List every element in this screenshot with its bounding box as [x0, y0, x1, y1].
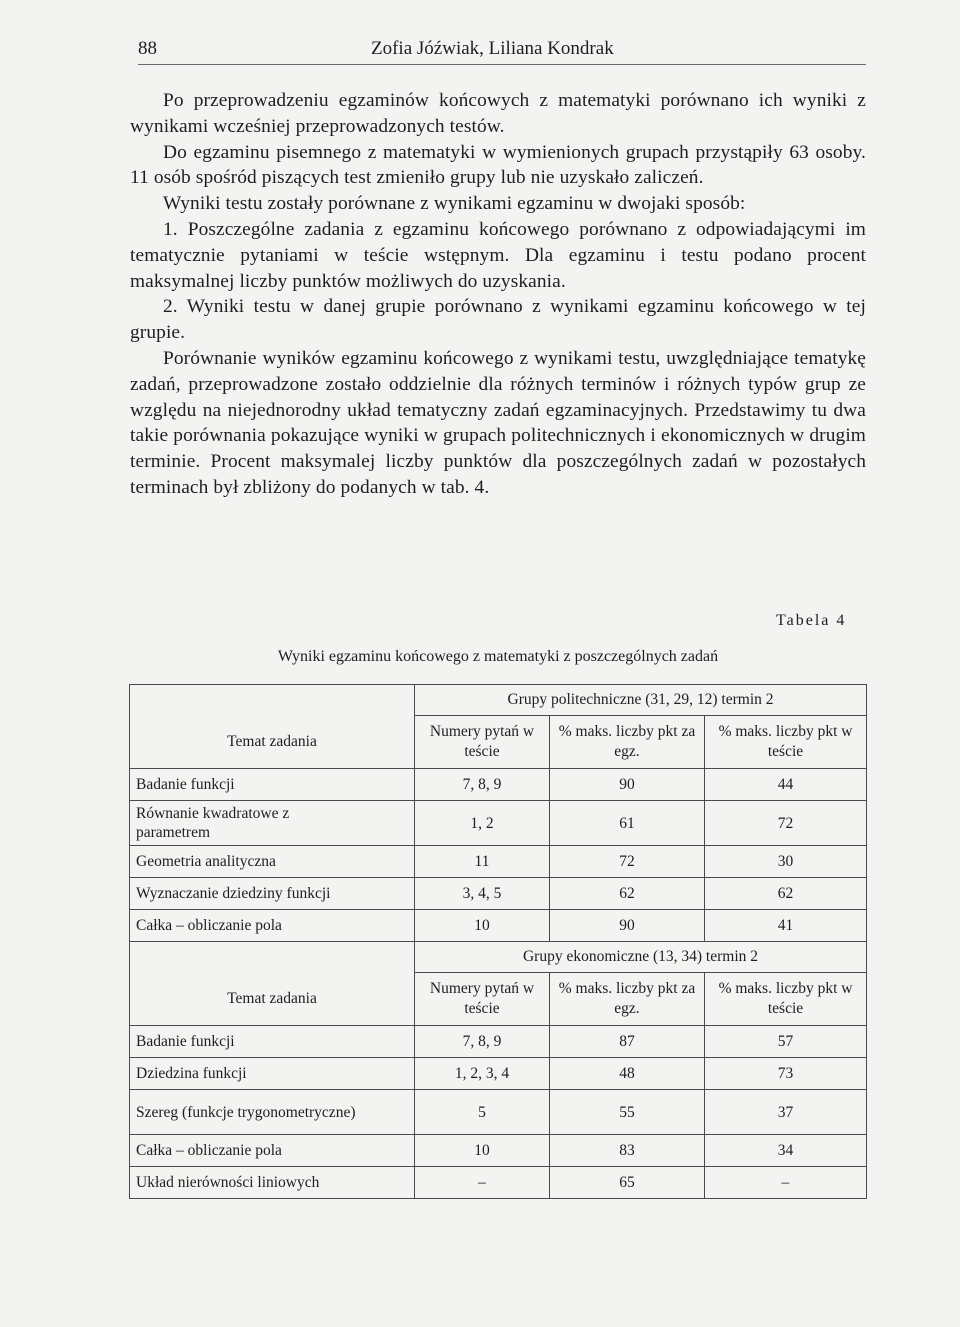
column-header-questions: Numery pytań w teście: [415, 716, 550, 769]
column-header-topic: Temat zadania: [130, 973, 415, 1026]
group-name: Grupy politechniczne (31, 29, 12) termin 2: [415, 685, 867, 716]
table-label: Tabela 4: [776, 612, 847, 629]
column-header-row: [130, 973, 867, 1026]
cell-questions: 7, 8, 9: [415, 769, 550, 801]
cell-questions: 1, 2: [415, 801, 550, 846]
cell-exam: 90: [550, 769, 705, 801]
table-row: [130, 910, 867, 942]
cell-topic: Układ nierówności liniowych: [130, 1167, 415, 1199]
table-row: [130, 1058, 867, 1090]
cell-exam: 83: [550, 1135, 705, 1167]
cell-questions: 11: [415, 846, 550, 878]
cell-test: 34: [705, 1135, 867, 1167]
table-title: Wyniki egzaminu końcowego z matematyki z poszczególnych zadań: [277, 648, 719, 665]
cell-test: 72: [705, 801, 867, 846]
cell-questions: 10: [415, 910, 550, 942]
paragraph: Do egzaminu pisemnego z matematyki w wymienionych grupach przystąpiły 63 osoby. 11 osób spośród piszących test zmieniło grupy lub nie uzyskało zaliczeń.: [130, 141, 866, 189]
column-header-questions: Numery pytań w teście: [415, 973, 550, 1026]
cell-test: 44: [705, 769, 867, 801]
table-row: [130, 1167, 867, 1199]
column-header-exam-pct: % maks. liczby pkt za egz.: [550, 973, 705, 1026]
column-header-exam-pct: % maks. liczby pkt za egz.: [550, 716, 705, 769]
cell-exam: 55: [550, 1090, 705, 1135]
cell-questions: 5: [415, 1090, 550, 1135]
cell-topic: Szereg (funkcje trygonometryczne): [130, 1090, 415, 1135]
table-row: [130, 1090, 867, 1135]
table-row: [130, 769, 867, 801]
cell-test: 41: [705, 910, 867, 942]
cell-test: 62: [705, 878, 867, 910]
cell-topic: Badanie funkcji: [130, 769, 415, 801]
body-text: [130, 88, 866, 501]
paragraph: 2. Wyniki testu w danej grupie porównano z wynikami egzaminu końcowego w tej grupie.: [130, 296, 866, 344]
cell-exam: 61: [550, 801, 705, 846]
cell-test: 30: [705, 846, 867, 878]
cell-topic: Całka – obliczanie pola: [130, 910, 415, 942]
running-header-authors: Zofia Jóźwiak, Liliana Kondrak: [371, 38, 614, 59]
table-row: [130, 1026, 867, 1058]
paragraph: Wyniki testu zostały porównane z wynikami egzaminu w dwojaki sposób:: [163, 193, 746, 215]
paragraph: Porównanie wyników egzaminu końcowego z wynikami testu, uwzględniające tematykę zadań, przeprowadzone zostało oddzielnie dla różnych terminów i różnych typów grup ze względu na niejednorodny układ tematyczny zadań egzaminacyjnych. Przedstawimy tu dwa takie porównania pokazujące wyniki w grupach politechnicznych i ekonomicznych w drugim terminie. Procent maksymalej liczby punktów dla poszczególnych zadań w pozostałych terminach był zbliżony do podanych w tab. 4.: [130, 347, 866, 498]
paragraph: Po przeprowadzeniu egzaminów końcowych z matematyki porównano ich wyniki z wynikami wcześniej przeprowadzonych testów.: [130, 90, 866, 137]
results-table: [129, 684, 867, 1199]
group-header-row: [130, 685, 867, 716]
table-row: [130, 801, 867, 846]
cell-exam: 72: [550, 846, 705, 878]
column-header-row: [130, 716, 867, 769]
cell-test: 73: [705, 1058, 867, 1090]
table-row: [130, 1135, 867, 1167]
cell-topic: Wyznaczanie dziedziny funkcji: [130, 878, 415, 910]
cell-questions: 10: [415, 1135, 550, 1167]
table-row: [130, 878, 867, 910]
cell-questions: 7, 8, 9: [415, 1026, 550, 1058]
column-header-topic: Temat zadania: [130, 716, 415, 769]
cell-exam: 65: [550, 1167, 705, 1199]
group-header-row: [130, 942, 867, 973]
cell-topic: Równanie kwadratowe z parametrem: [130, 801, 415, 846]
page-number: 88: [138, 38, 157, 59]
cell-exam: 62: [550, 878, 705, 910]
column-header-test-pct: % maks. liczby pkt w teście: [705, 973, 867, 1026]
cell-questions: –: [415, 1167, 550, 1199]
running-header: [138, 36, 866, 65]
cell-exam: 87: [550, 1026, 705, 1058]
group-name: Grupy ekonomiczne (13, 34) termin 2: [415, 942, 867, 973]
cell-topic: Dziedzina funkcji: [130, 1058, 415, 1090]
cell-exam: 48: [550, 1058, 705, 1090]
table-row: [130, 846, 867, 878]
paragraph: 1. Poszczególne zadania z egzaminu końcowego porównano z odpowiadającymi im tematycznie pytaniami w teście wstępnym. Dla egzaminu i testu podano procent maksymalnej liczby punktów możliwych do uzyskania.: [130, 218, 866, 292]
cell-exam: 90: [550, 910, 705, 942]
cell-topic: Badanie funkcji: [130, 1026, 415, 1058]
cell-questions: 3, 4, 5: [415, 878, 550, 910]
cell-questions: 1, 2, 3, 4: [415, 1058, 550, 1090]
cell-topic: Całka – obliczanie pola: [130, 1135, 415, 1167]
cell-test: 57: [705, 1026, 867, 1058]
cell-test: 37: [705, 1090, 867, 1135]
cell-topic: Geometria analityczna: [130, 846, 415, 878]
cell-test: –: [705, 1167, 867, 1199]
column-header-test-pct: % maks. liczby pkt w teście: [705, 716, 867, 769]
